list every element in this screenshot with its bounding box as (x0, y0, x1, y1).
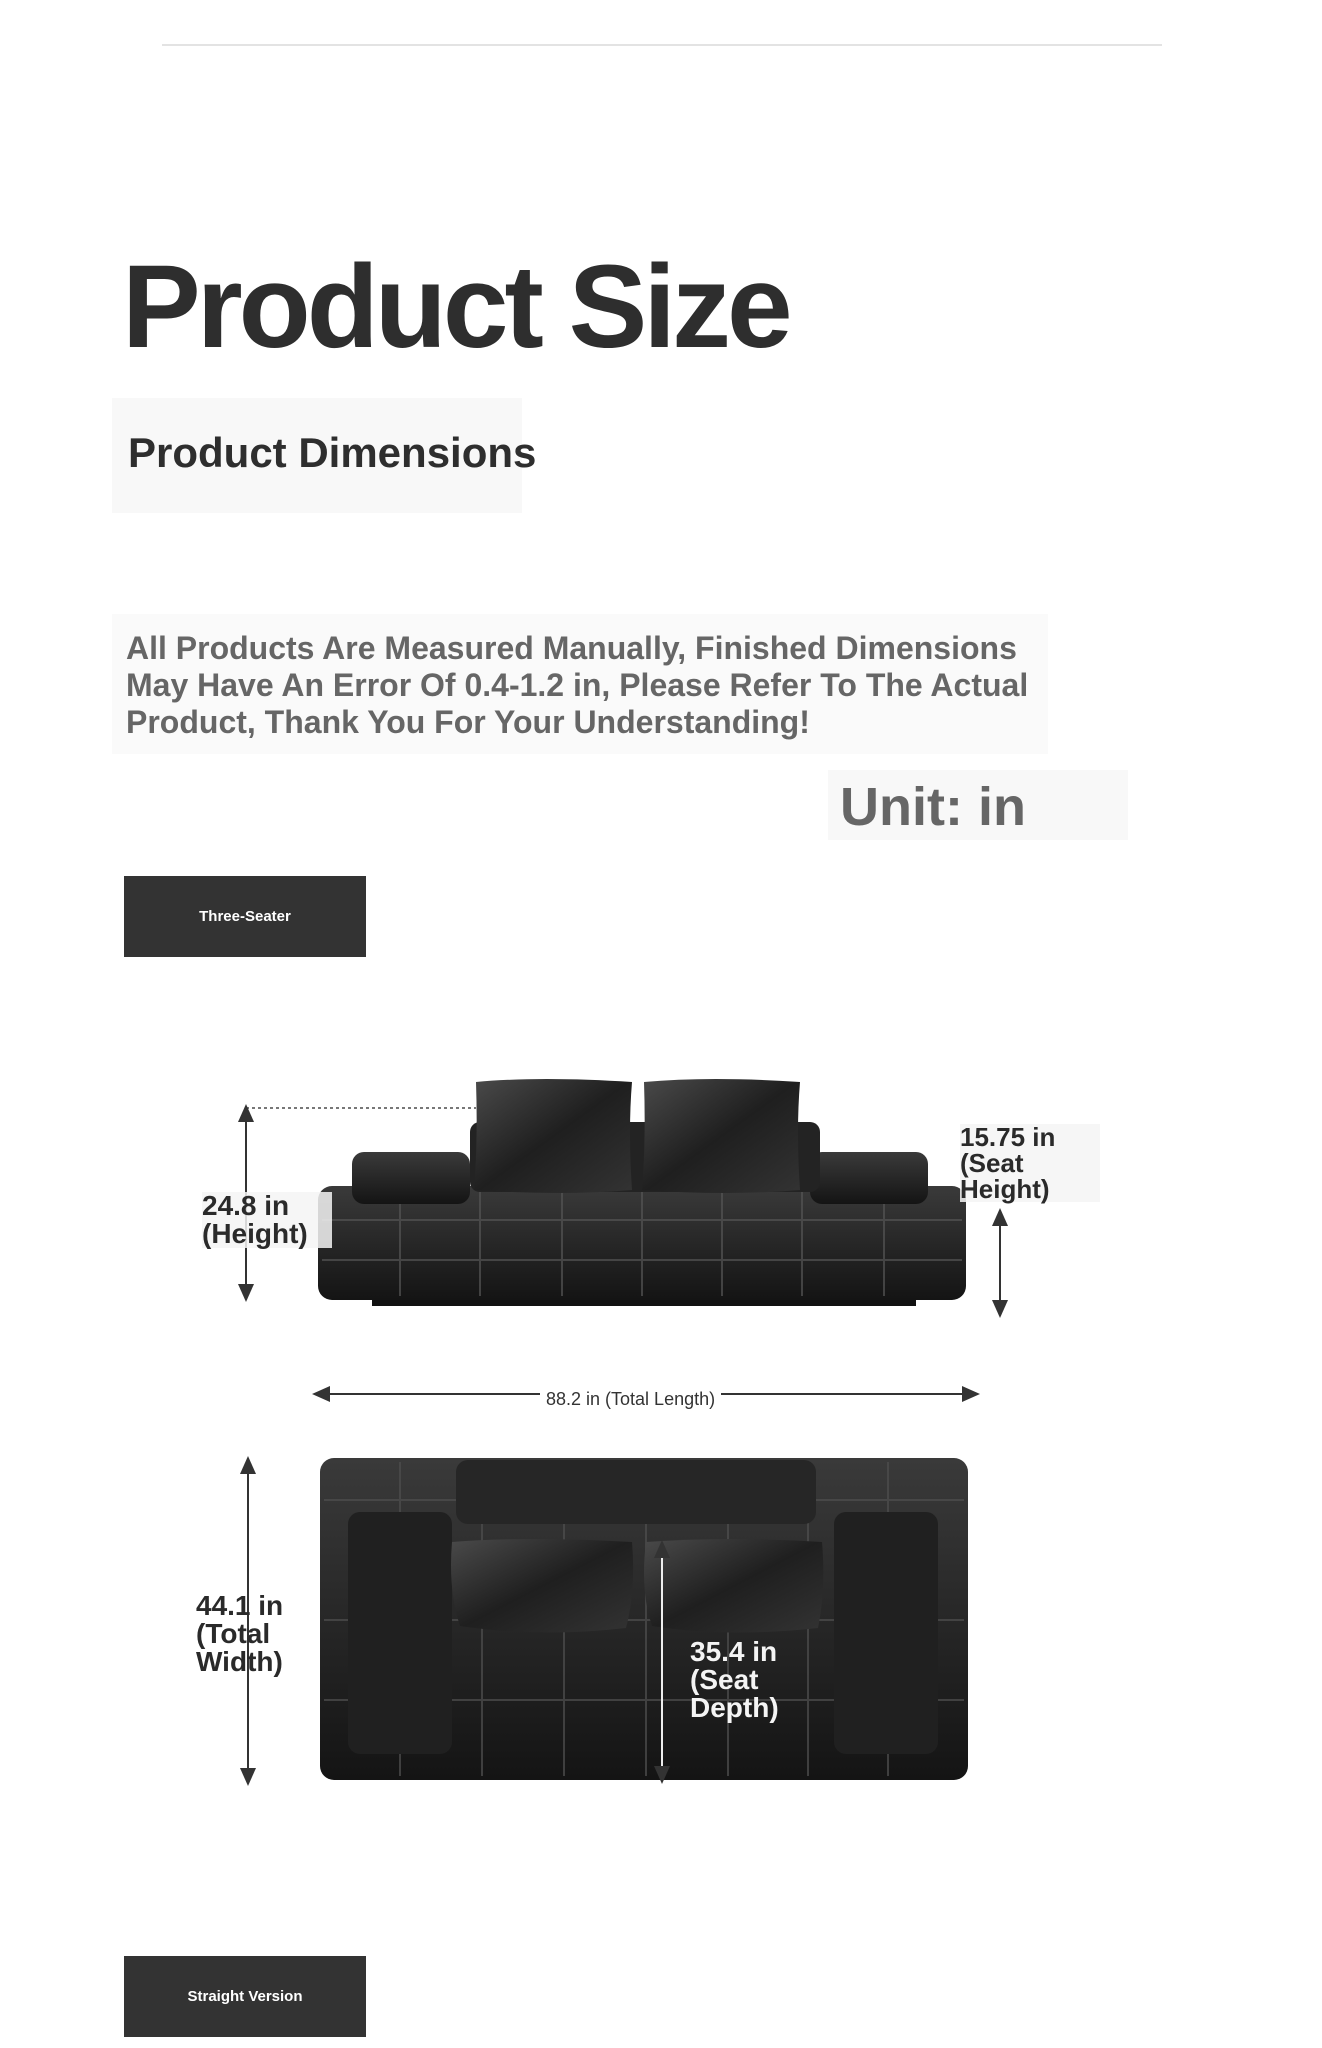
section-subtitle: Product Dimensions (128, 429, 537, 476)
sofa-dimension-diagram (0, 1060, 1322, 1820)
top-divider (162, 44, 1162, 46)
height-label: 24.8 in (Height) (202, 1192, 332, 1248)
unit-label: Unit: in (840, 777, 1026, 837)
seat-depth-label: 35.4 in (Seat Depth) (690, 1636, 779, 1723)
measurement-notice: All Products Are Measured Manually, Finished Dimensions May Have An Error Of 0.4-1.2 in, Please Refer To The Actual Product, Thank You For Your Understanding! (126, 630, 1029, 740)
sofa-front-view (246, 1079, 1000, 1310)
tab-straight-version[interactable]: Straight Version (124, 1956, 366, 2037)
seat-height-label: 15.75 in (Seat Height) (960, 1124, 1100, 1202)
page-title: Product Size (122, 241, 789, 373)
total-width-label: 44.1 in (Total Width) (196, 1590, 284, 1677)
tab-three-seater[interactable]: Three-Seater (124, 876, 366, 957)
sofa-top-view (248, 1458, 968, 1780)
total-length-label: 88.2 in (Total Length) (540, 1390, 721, 1408)
